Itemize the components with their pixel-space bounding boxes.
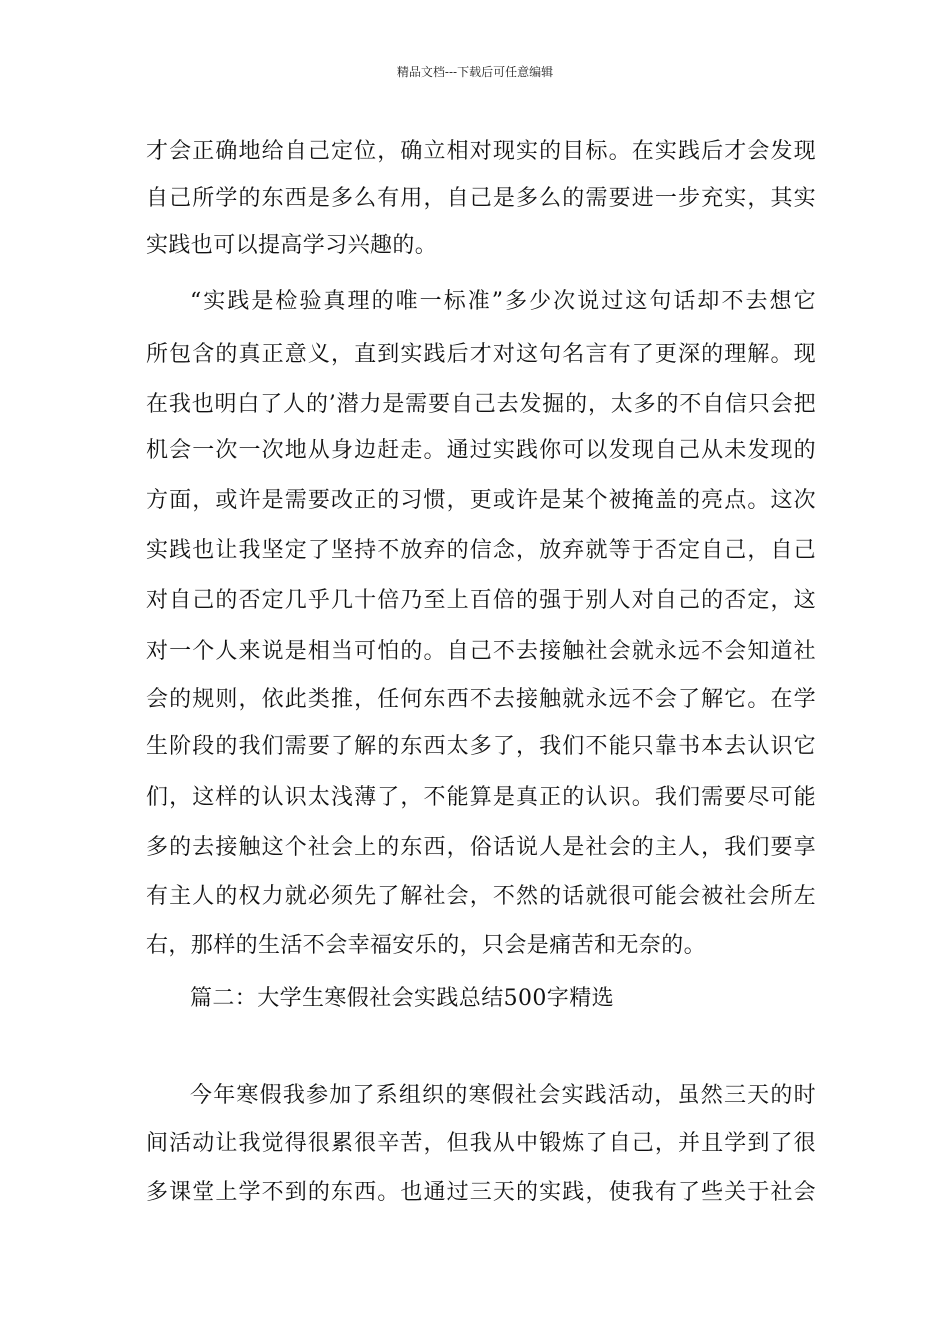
paragraph-1-line-3: 实践也可以提高学习兴趣的。 — [146, 233, 438, 258]
paragraph-2-line-8: 对一个人来说是相当可怕的。自己不去接触社会就永远不会知道社 — [146, 639, 816, 664]
paragraph-2-line-11: 们，这样的认识太浅薄了，不能算是真正的认识。我们需要尽可能 — [146, 785, 816, 810]
paragraph-2-line-13: 有主人的权力就必须先了解社会，不然的话就很可能会被社会所左 — [146, 884, 816, 909]
section-heading: 篇二：大学生寒假社会实践总结500字精选 — [190, 986, 614, 1011]
paragraph-2-line-6: 实践也让我坚定了坚持不放弃的信念，放弃就等于否定自己，自己 — [146, 538, 816, 563]
paragraph-2-line-4: 机会一次一次地从身边赶走。通过实践你可以发现自己从未发现的 — [146, 438, 816, 463]
paragraph-2-line-14: 右，那样的生活不会幸福安乐的，只会是痛苦和无奈的。 — [146, 933, 707, 958]
paragraph-3-line-2: 间活动让我觉得很累很辛苦，但我从中锻炼了自己，并且学到了很 — [146, 1131, 816, 1156]
paragraph-2-line-12: 多的去接触这个社会上的东西，俗话说人是社会的主人，我们要享 — [146, 835, 816, 860]
page-header: 精品文档---下载后可任意编辑 — [396, 65, 554, 79]
paragraph-2-line-10: 生阶段的我们需要了解的东西太多了，我们不能只靠书本去认识它 — [146, 734, 816, 759]
paragraph-3-line-1: 今年寒假我参加了系组织的寒假社会实践活动，虽然三天的时 — [190, 1083, 816, 1108]
paragraph-2-line-9: 会的规则，依此类推，任何东西不去接触就永远不会了解它。在学 — [146, 687, 816, 712]
paragraph-2-line-1: “实践是检验真理的唯一标准”多少次说过这句话却不去想它 — [190, 289, 816, 314]
paragraph-2-line-5: 方面，或许是需要改正的习惯，更或许是某个被掩盖的亮点。这次 — [146, 488, 816, 513]
paragraph-2-line-3: 在我也明白了人的’潜力是需要自己去发掘的，太多的不自信只会把 — [146, 392, 816, 417]
paragraph-3-line-3: 多课堂上学不到的东西。也通过三天的实践，使我有了些关于社会 — [146, 1180, 816, 1205]
paragraph-2-line-7: 对自己的否定几乎几十倍乃至上百倍的强于别人对自己的否定，这 — [146, 588, 816, 613]
paragraph-1-line-1: 才会正确地给自己定位，确立相对现实的目标。在实践后才会发现 — [146, 139, 816, 164]
paragraph-2-line-2: 所包含的真正意义，直到实践后才对这句名言有了更深的理解。现 — [146, 342, 816, 367]
paragraph-1-line-2: 自己所学的东西是多么有用，自己是多么的需要进一步充实，其实 — [146, 186, 816, 211]
